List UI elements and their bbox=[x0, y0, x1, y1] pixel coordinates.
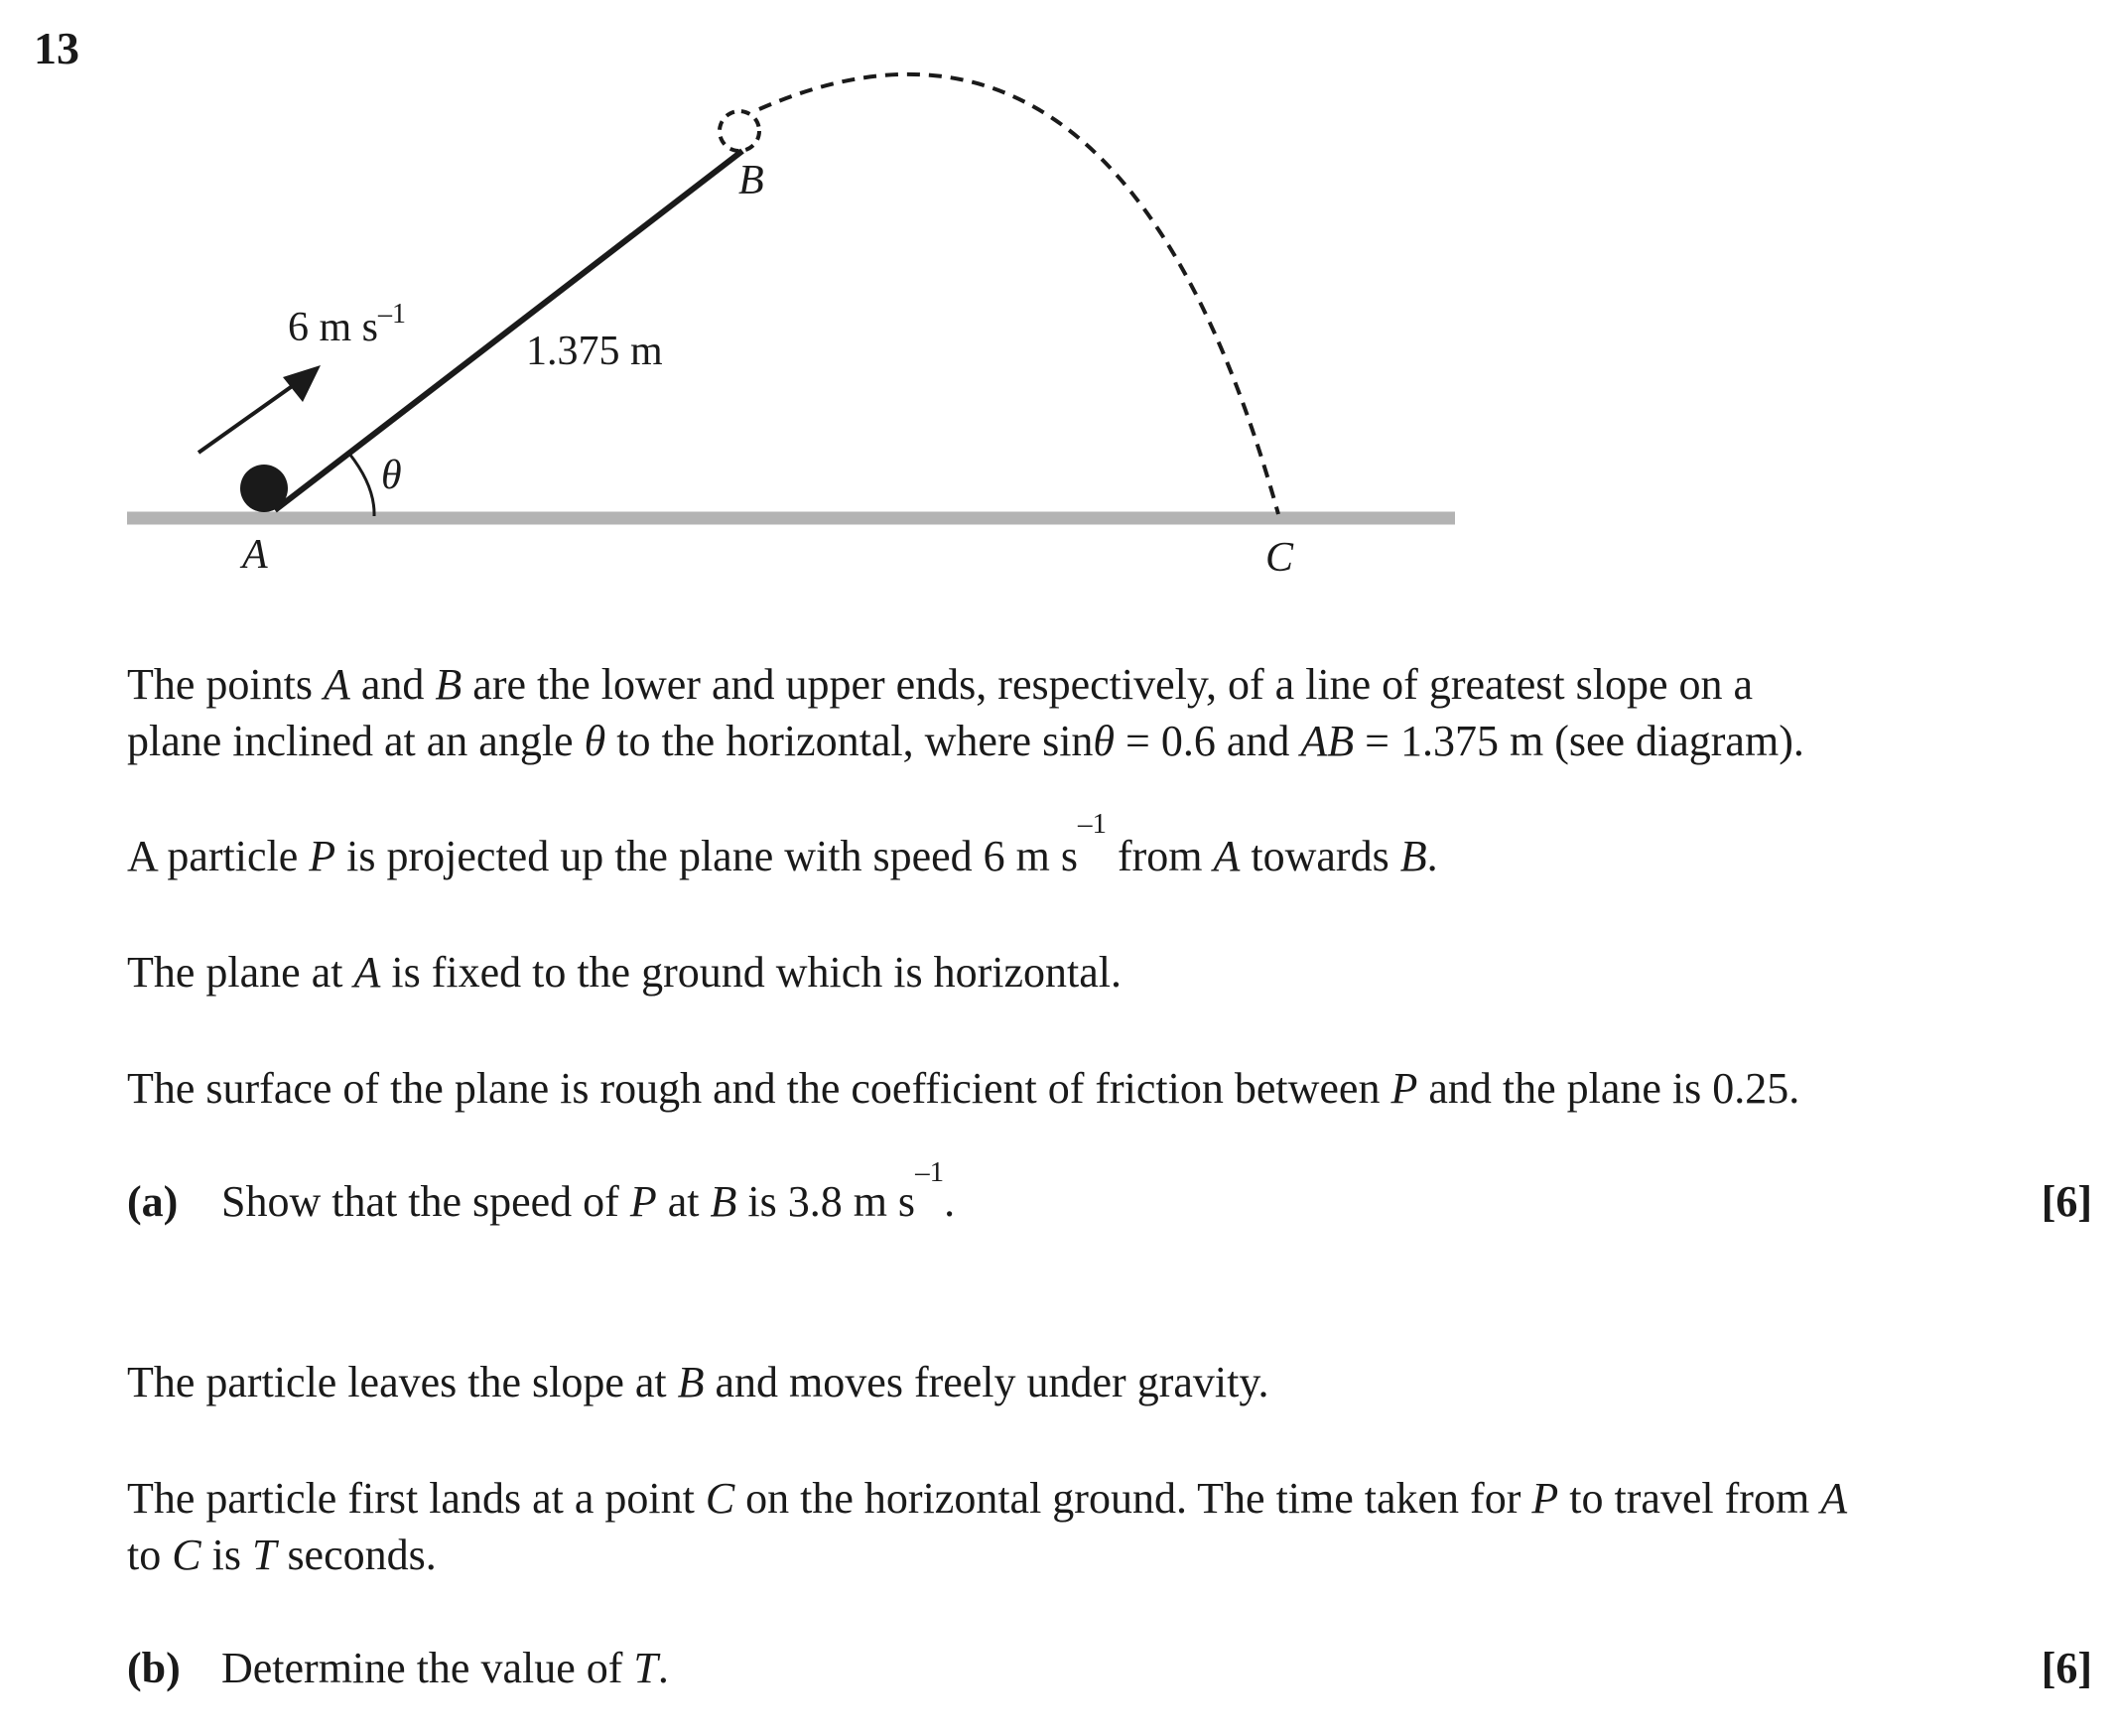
velocity-arrow-head bbox=[283, 365, 321, 402]
part-b-marks: [6] bbox=[2041, 1644, 2092, 1692]
trajectory-path bbox=[759, 74, 1278, 514]
part-b-label: (b) bbox=[127, 1644, 181, 1692]
length-label: 1.375 m bbox=[526, 329, 663, 374]
point-c-label: C bbox=[1265, 535, 1294, 581]
part-b: (b) Determine the value of T. bbox=[127, 1644, 669, 1692]
inclined-plane-diagram bbox=[0, 0, 2116, 615]
paragraph-friction: The surface of the plane is rough and the coefficient of friction between P and the plane is 0.25. bbox=[127, 1064, 1800, 1113]
paragraph-setup: The points A and B are the lower and upper ends, respectively, of a line of greatest slope on a plane inclined at an angle θ to the horizontal, where sinθ = 0.6 and AB = 1.375 m (see diagram). bbox=[127, 660, 1804, 765]
speed-label: 6 m $s^{-1}$ bbox=[288, 299, 407, 350]
particle-p bbox=[240, 465, 288, 512]
paragraph-landing: The particle first lands at a point C on the horizontal ground. The time taken for P to travel from A to C is T seconds. bbox=[127, 1474, 1848, 1579]
question-number: 13 bbox=[34, 23, 79, 73]
angle-label: θ bbox=[381, 453, 402, 498]
velocity-arrow-shaft bbox=[198, 382, 298, 453]
part-a-label: (a) bbox=[127, 1177, 179, 1226]
particle-at-b-outline bbox=[720, 111, 759, 151]
paragraph-leaves-slope: The particle leaves the slope at B and moves freely under gravity. bbox=[127, 1358, 1269, 1406]
part-a-marks: [6] bbox=[2041, 1177, 2092, 1226]
point-b-label: B bbox=[738, 158, 764, 203]
paragraph-projection: A particle P is projected up the plane with speed 6 m $s^{-1}$ from A towards B. bbox=[127, 808, 1438, 880]
part-a: (a) Show that the speed of P at B is 3.8 m $s^{-1}$. bbox=[127, 1156, 956, 1226]
angle-arc bbox=[349, 454, 374, 516]
point-a-label: A bbox=[242, 532, 268, 578]
paragraph-fixed: The plane at A is fixed to the ground which is horizontal. bbox=[127, 948, 1122, 997]
